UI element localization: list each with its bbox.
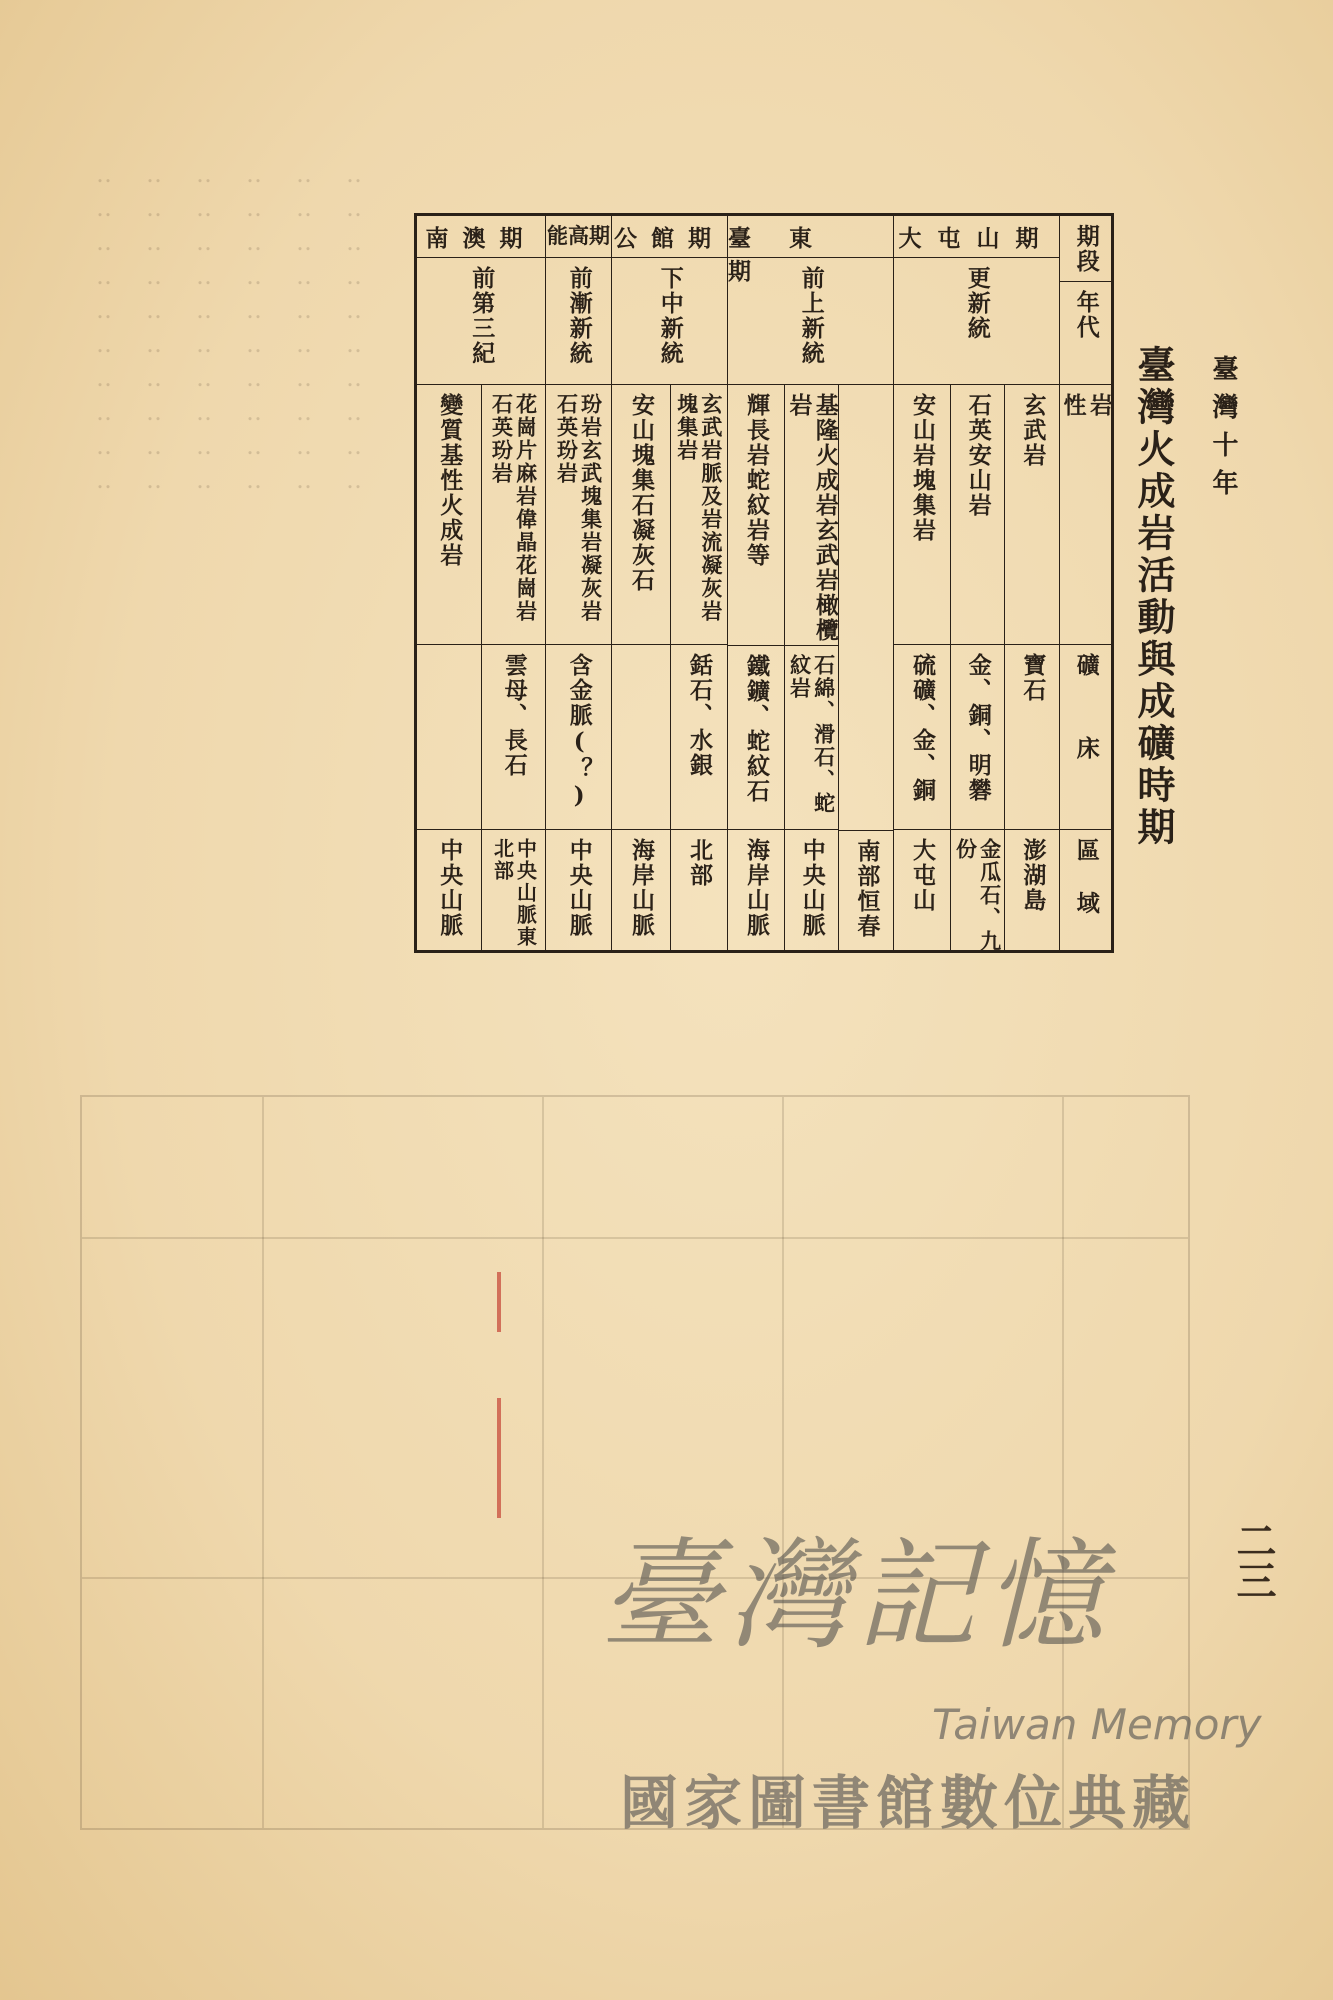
group-age: 前第三紀 <box>417 258 545 385</box>
table-row: 基隆火成岩玄武岩橄欖岩 石綿、滑石、蛇紋岩 中央山脈 <box>784 385 839 950</box>
watermark-script: 臺灣記憶 <box>600 1527 1112 1666</box>
table-row: 玄武岩 寶石 澎湖島 <box>1004 385 1059 950</box>
table-row: 南部恒春 <box>838 385 893 950</box>
table-row: 安山岩塊集岩 硫礦、金、銅 大屯山 <box>894 385 950 950</box>
watermark-english: Taiwan Memory <box>932 1700 1262 1749</box>
group-period-label: 能高期 <box>546 216 611 258</box>
group-period-label: 大屯山期 <box>894 216 1059 258</box>
red-pencil-mark <box>497 1272 501 1332</box>
watermark-chinese: 國家圖書館數位典藏 <box>620 1769 1197 1837</box>
group-nenggao <box>545 216 611 950</box>
bleed-through-text: ‥‥‥‥‥‥‥‥‥‥ <box>140 160 168 500</box>
page-number: 二三 <box>1230 1520 1277 1600</box>
group-taitung <box>727 216 893 950</box>
header-age: 年代 <box>1060 282 1111 385</box>
group-nanao <box>417 216 545 950</box>
group-age: 下中新統 <box>612 258 727 385</box>
table-row: 花崗片麻岩偉晶花崗岩石英玢岩 雲母、長石 中央山脈東北部 <box>481 385 545 950</box>
igneous-activity-table <box>414 213 1114 953</box>
page-title: 臺灣火成岩活動與成礦時期 <box>1131 345 1176 849</box>
table-row: 變質基性火成岩 中央山脈 <box>417 385 481 950</box>
table-row: 安山塊集石凝灰石 海岸山脈 <box>612 385 670 950</box>
header-region: 區域 <box>1072 838 1100 944</box>
header-ore: 礦床 <box>1060 645 1111 830</box>
table-row: 玢岩玄武塊集岩凝灰岩石英玢岩 含金脈(？) 中央山脈 <box>546 385 611 950</box>
red-pencil-mark <box>497 1398 501 1518</box>
group-period-label: 南澳期 <box>417 216 545 258</box>
header-rock: 岩性 <box>1060 385 1111 645</box>
group-age: 前上新統 <box>728 258 893 385</box>
header-period: 期段 <box>1060 216 1111 282</box>
bleed-through-text: ‥‥‥‥‥‥‥‥‥‥ <box>190 160 218 500</box>
table-row: 玄武岩脈及岩流凝灰岩塊集岩 銛石、水銀 北部 <box>670 385 728 950</box>
group-datun <box>893 216 1059 953</box>
group-age: 更新統 <box>894 258 1059 385</box>
running-header: 臺灣十年 <box>1208 355 1238 507</box>
bleed-through-text: ‥‥‥‥‥‥‥‥‥‥ <box>290 160 318 500</box>
bleed-through-text: ‥‥‥‥‥‥‥‥‥‥ <box>240 160 268 500</box>
group-age: 前漸新統 <box>546 258 611 385</box>
group-period-label: 公館期 <box>612 216 727 258</box>
group-period-label: 臺東期 <box>728 216 893 258</box>
table-row: 輝長岩蛇紋岩等 鐵鑛、蛇紋石 海岸山脈 <box>728 385 784 950</box>
bleed-through-text: ‥‥‥‥‥‥‥‥‥‥ <box>340 160 368 500</box>
bleed-through-text: ‥‥‥‥‥‥‥‥‥‥ <box>90 160 118 500</box>
group-gongguan <box>611 216 727 950</box>
table-row: 石英安山岩 金、銅、明礬 金瓜石、九份 <box>950 385 1005 950</box>
header-column <box>1059 216 1111 950</box>
